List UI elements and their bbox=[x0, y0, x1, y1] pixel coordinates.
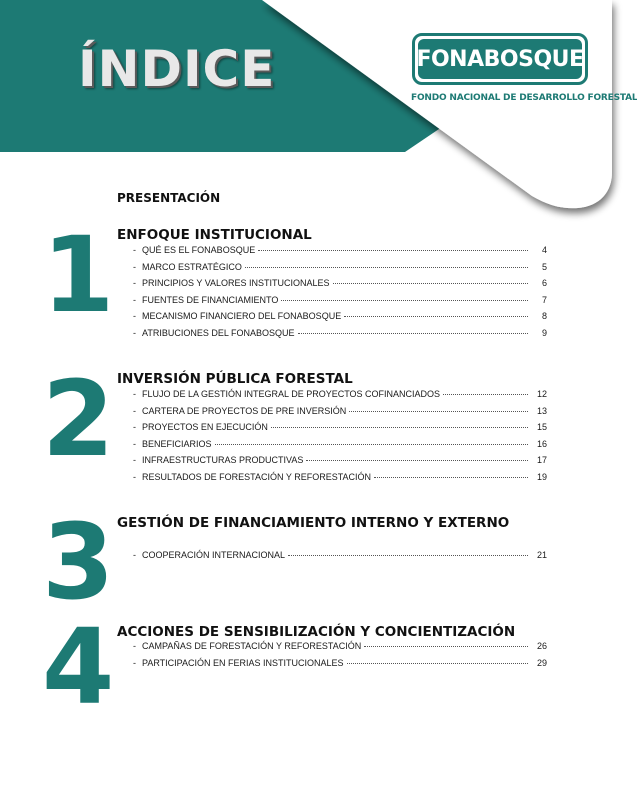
toc-entry[interactable]: - MECANISMO FINANCIERO DEL FONABOSQUE 8 bbox=[133, 311, 547, 322]
entry-page: 16 bbox=[536, 438, 547, 449]
entry-page: 6 bbox=[541, 278, 547, 289]
entry-page: 8 bbox=[541, 311, 547, 322]
entry-label: BENEFICIARIOS bbox=[142, 438, 212, 449]
entry-label: FUENTES DE FINANCIAMIENTO bbox=[142, 294, 279, 305]
toc-entry[interactable]: - RESULTADOS DE FORESTACIÓN Y REFORESTACIÓN 19 bbox=[133, 471, 547, 482]
section-title-2: INVERSIÓN PÚBLICA FORESTAL bbox=[117, 371, 353, 387]
toc-entry[interactable]: - PRINCIPIOS Y VALORES INSTITUCIONALES 6 bbox=[133, 278, 547, 289]
logo-wordmark: FONABOSQUE bbox=[418, 39, 582, 79]
toc-entry[interactable]: - FLUJO DE LA GESTIÓN INTEGRAL DE PROYECTOS COFINANCIADOS 12 bbox=[133, 389, 547, 399]
dot-leader bbox=[349, 411, 528, 412]
toc-entry[interactable]: - PROYECTOS EN EJECUCIÓN 15 bbox=[133, 422, 547, 433]
dot-leader bbox=[443, 394, 528, 395]
dot-leader bbox=[281, 300, 528, 301]
entry-label: PROYECTOS EN EJECUCIÓN bbox=[142, 422, 268, 433]
dot-leader bbox=[298, 333, 528, 334]
section-title-4: ACCIONES DE SENSIBILIZACIÓN Y CONCIENTIZACIÓN bbox=[117, 624, 516, 640]
dot-leader bbox=[258, 250, 528, 251]
page-title: ÍNDICE bbox=[78, 40, 276, 98]
entry-label: COOPERACIÓN INTERNACIONAL bbox=[142, 550, 286, 560]
entry-page: 12 bbox=[536, 389, 547, 399]
section-entries-2 bbox=[133, 389, 547, 489]
section-entries-4 bbox=[133, 641, 547, 674]
dot-leader bbox=[288, 555, 528, 556]
section-title-3: GESTIÓN DE FINANCIAMIENTO INTERNO Y EXTERNO bbox=[117, 515, 510, 531]
toc-entry[interactable]: - INFRAESTRUCTURAS PRODUCTIVAS 17 bbox=[133, 455, 547, 466]
toc-entry[interactable]: - MARCO ESTRATÉGICO 5 bbox=[133, 261, 547, 272]
entry-page: 26 bbox=[536, 641, 547, 651]
section-title-1: ENFOQUE INSTITUCIONAL bbox=[117, 227, 312, 243]
logo-subtitle: FONDO NACIONAL DE DESARROLLO FORESTAL bbox=[411, 93, 637, 103]
section-number-4: 4 bbox=[42, 606, 115, 728]
entry-page: 7 bbox=[541, 294, 547, 305]
entry-page: 13 bbox=[536, 405, 547, 416]
entry-page: 21 bbox=[536, 550, 547, 560]
dot-leader bbox=[271, 427, 528, 428]
toc-entry[interactable]: - QUÉ ES EL FONABOSQUE 4 bbox=[133, 245, 547, 255]
section-entries-3 bbox=[133, 550, 547, 567]
dot-leader bbox=[306, 460, 528, 461]
entry-label: QUÉ ES EL FONABOSQUE bbox=[142, 245, 256, 255]
section-entries-1 bbox=[133, 245, 547, 345]
entry-label: ATRIBUCIONES DEL FONABOSQUE bbox=[142, 327, 295, 338]
entry-page: 15 bbox=[536, 422, 547, 433]
toc-entry[interactable]: - BENEFICIARIOS 16 bbox=[133, 438, 547, 449]
entry-page: 5 bbox=[541, 261, 547, 272]
entry-label: MARCO ESTRATÉGICO bbox=[142, 261, 242, 272]
entry-label: FLUJO DE LA GESTIÓN INTEGRAL DE PROYECTOS COFINANCIADOS bbox=[142, 389, 441, 399]
presentacion-heading: PRESENTACIÓN bbox=[117, 191, 221, 205]
toc-entry[interactable]: - COOPERACIÓN INTERNACIONAL 21 bbox=[133, 550, 547, 560]
entry-label: INFRAESTRUCTURAS PRODUCTIVAS bbox=[142, 455, 304, 466]
entry-label: CAMPAÑAS DE FORESTACIÓN Y REFORESTACIÓN bbox=[142, 641, 362, 651]
dot-leader bbox=[344, 316, 528, 317]
entry-label: CARTERA DE PROYECTOS DE PRE INVERSIÓN bbox=[142, 405, 347, 416]
toc-entry[interactable]: - PARTICIPACIÓN EN FERIAS INSTITUCIONALES 29 bbox=[133, 657, 547, 668]
toc-entry[interactable]: - CARTERA DE PROYECTOS DE PRE INVERSIÓN 13 bbox=[133, 405, 547, 416]
toc-entry[interactable]: - ATRIBUCIONES DEL FONABOSQUE 9 bbox=[133, 327, 547, 338]
fonabosque-logo bbox=[412, 33, 588, 85]
section-number-1: 1 bbox=[42, 214, 115, 336]
entry-page: 29 bbox=[536, 657, 547, 668]
section-number-3: 3 bbox=[42, 501, 115, 623]
entry-page: 4 bbox=[541, 245, 547, 255]
section-number-2: 2 bbox=[42, 358, 115, 480]
entry-label: PARTICIPACIÓN EN FERIAS INSTITUCIONALES bbox=[142, 657, 344, 668]
dot-leader bbox=[347, 663, 528, 664]
entry-page: 9 bbox=[541, 327, 547, 338]
toc-entry[interactable]: - FUENTES DE FINANCIAMIENTO 7 bbox=[133, 294, 547, 305]
dot-leader bbox=[333, 283, 528, 284]
entry-label: MECANISMO FINANCIERO DEL FONABOSQUE bbox=[142, 311, 342, 322]
entry-page: 17 bbox=[536, 455, 547, 466]
dot-leader bbox=[245, 267, 528, 268]
toc-entry[interactable]: - CAMPAÑAS DE FORESTACIÓN Y REFORESTACIÓN 26 bbox=[133, 641, 547, 651]
dot-leader bbox=[374, 477, 528, 478]
entry-page: 19 bbox=[536, 471, 547, 482]
entry-label: RESULTADOS DE FORESTACIÓN Y REFORESTACIÓN bbox=[142, 471, 372, 482]
dot-leader bbox=[364, 646, 528, 647]
dot-leader bbox=[215, 444, 528, 445]
entry-label: PRINCIPIOS Y VALORES INSTITUCIONALES bbox=[142, 278, 330, 289]
